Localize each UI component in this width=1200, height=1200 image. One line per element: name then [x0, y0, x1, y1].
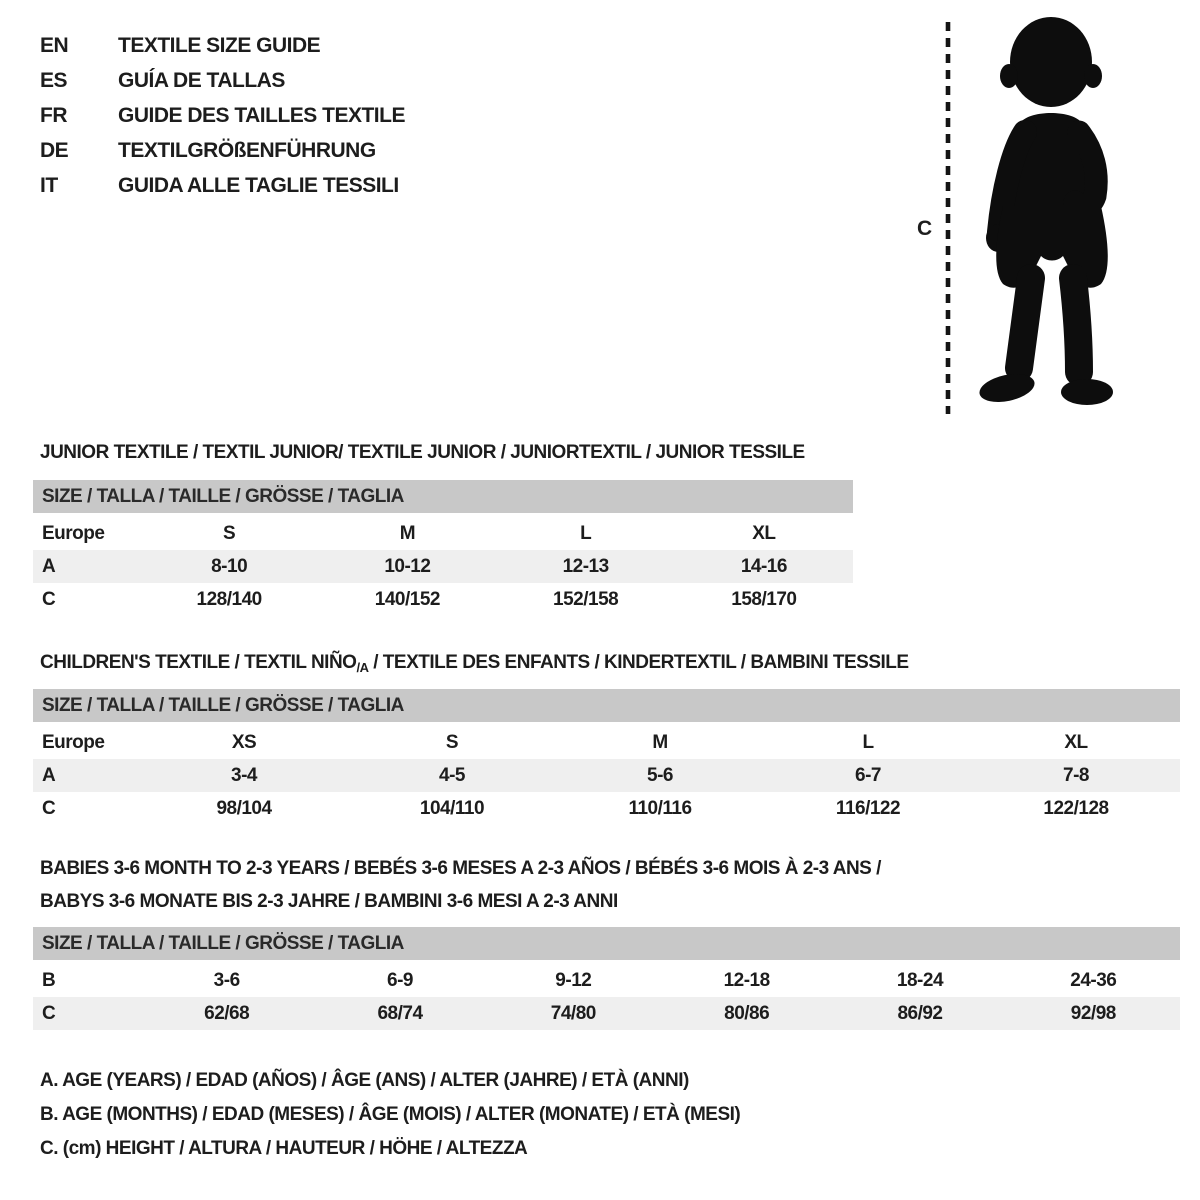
language-code-de: DE [40, 138, 69, 162]
table-cell: S [223, 522, 236, 544]
table-cell: 140/152 [374, 588, 440, 610]
table-cell: 24-36 [1070, 969, 1117, 991]
table-cell: 110/116 [628, 797, 692, 819]
row-label: A [42, 764, 56, 786]
row-label: Europe [42, 731, 105, 753]
table-cell: XL [1064, 731, 1088, 753]
table-cell: 3-4 [231, 764, 257, 786]
babies-section-heading [40, 852, 881, 918]
babies-table-header: SIZE / TALLA / TAILLE / GRÖSSE / TAGLIA [33, 927, 1180, 960]
language-title-en: TEXTILE SIZE GUIDE [118, 33, 321, 57]
junior-table-header: SIZE / TALLA / TAILLE / GRÖSSE / TAGLIA [33, 480, 853, 513]
table-cell: 7-8 [1063, 764, 1089, 786]
children-size-table [33, 689, 1180, 825]
language-row-de [40, 133, 405, 168]
row-label: C [42, 1002, 56, 1024]
legend-line-c: C. (cm) HEIGHT / ALTURA / HAUTEUR / HÖHE / ALTEZZA [40, 1138, 528, 1159]
table-cell: 158/170 [731, 588, 797, 610]
children-heading-text-cont: / TEXTILE DES ENFANTS / KINDERTEXTIL / BAMBINI TESSILE [368, 652, 909, 673]
table-cell: 62/68 [204, 1002, 250, 1024]
table-cell: M [399, 522, 416, 544]
table-cell: L [580, 522, 592, 544]
row-label: B [42, 969, 56, 991]
language-row-it [40, 168, 405, 203]
language-code-it: IT [40, 173, 58, 197]
baby-silhouette-icon [967, 12, 1139, 418]
measurement-legend [40, 1064, 740, 1166]
legend-line-b: B. AGE (MONTHS) / EDAD (MESES) / ÂGE (MOIS) / ALTER (MONATE) / ETÀ (MESI) [40, 1104, 741, 1125]
children-row-europe [33, 726, 1180, 759]
table-cell: 122/128 [1043, 797, 1109, 819]
table-cell: 14-16 [740, 555, 787, 577]
table-cell: XS [231, 731, 257, 753]
height-measurement-figure [905, 10, 1155, 425]
babies-heading-line-1: BABIES 3-6 MONTH TO 2-3 YEARS / BEBÉS 3-6 MESES A 2-3 AÑOS / BÉBÉS 3-6 MOIS À 2-3 ANS / [40, 858, 881, 879]
table-cell: 92/98 [1070, 1002, 1116, 1024]
row-label: Europe [42, 522, 105, 544]
language-title-list [40, 28, 405, 203]
language-code-es: ES [40, 68, 68, 92]
table-cell: 6-9 [387, 969, 413, 991]
language-title-it: GUIDA ALLE TAGLIE TESSILI [118, 173, 399, 197]
table-cell: 18-24 [896, 969, 944, 991]
junior-row-europe [33, 517, 853, 550]
children-row-height [33, 792, 1180, 825]
language-title-de: TEXTILGRÖßENFÜHRUNG [118, 138, 376, 162]
table-cell: 74/80 [550, 1002, 596, 1024]
table-cell: 12-13 [562, 555, 609, 577]
children-table-header: SIZE / TALLA / TAILLE / GRÖSSE / TAGLIA [33, 689, 1180, 722]
language-title-fr: GUIDE DES TAILLES TEXTILE [118, 103, 405, 127]
row-label: C [42, 797, 56, 819]
babies-row-months [33, 964, 1180, 997]
children-row-age [33, 759, 1180, 792]
row-label: A [42, 555, 56, 577]
babies-heading-line-2: BABYS 3-6 MONATE BIS 2-3 JAHRE / BAMBINI 3-6 MESI A 2-3 ANNI [40, 891, 618, 912]
table-cell: 6-7 [855, 764, 881, 786]
height-measure-label: C [917, 217, 933, 240]
table-cell: XL [752, 522, 776, 544]
babies-size-table [33, 927, 1180, 1030]
table-cell: 98/104 [216, 797, 272, 819]
legend-line-a: A. AGE (YEARS) / EDAD (AÑOS) / ÂGE (ANS) / ALTER (JAHRE) / ETÀ (ANNI) [40, 1070, 689, 1091]
junior-section-heading: JUNIOR TEXTILE / TEXTIL JUNIOR/ TEXTILE JUNIOR / JUNIORTEXTIL / JUNIOR TESSILE [40, 442, 805, 463]
table-cell: 68/74 [377, 1002, 423, 1024]
language-code-fr: FR [40, 103, 67, 127]
table-cell: 80/86 [724, 1002, 770, 1024]
table-cell: 128/140 [196, 588, 262, 610]
language-title-es: GUÍA DE TALLAS [118, 68, 285, 92]
table-cell: S [445, 731, 459, 753]
table-cell: 116/122 [835, 797, 901, 819]
babies-row-height [33, 997, 1180, 1030]
table-cell: 4-5 [439, 764, 465, 786]
table-cell: 104/110 [419, 797, 485, 819]
table-cell: 152/158 [553, 588, 619, 610]
table-cell: 9-12 [555, 969, 592, 991]
row-label: C [42, 588, 56, 610]
table-cell: 12-18 [723, 969, 770, 991]
language-row-en [40, 28, 405, 63]
language-code-en: EN [40, 33, 69, 57]
children-heading-subscript: /A [356, 660, 369, 675]
junior-row-height [33, 583, 853, 616]
table-cell: 5-6 [647, 764, 673, 786]
table-cell: 86/92 [897, 1002, 943, 1024]
table-cell: L [862, 731, 874, 753]
table-cell: 3-6 [213, 969, 240, 991]
language-row-es [40, 63, 405, 98]
language-row-fr [40, 98, 405, 133]
table-cell: M [652, 731, 668, 753]
children-section-heading [40, 646, 909, 680]
junior-size-table [33, 480, 853, 616]
table-cell: 10-12 [384, 555, 431, 577]
children-heading-text: CHILDREN'S TEXTILE / TEXTIL NIÑO [40, 652, 357, 673]
junior-row-age [33, 550, 853, 583]
table-cell: 8-10 [211, 555, 248, 577]
height-dashed-line [943, 16, 953, 418]
